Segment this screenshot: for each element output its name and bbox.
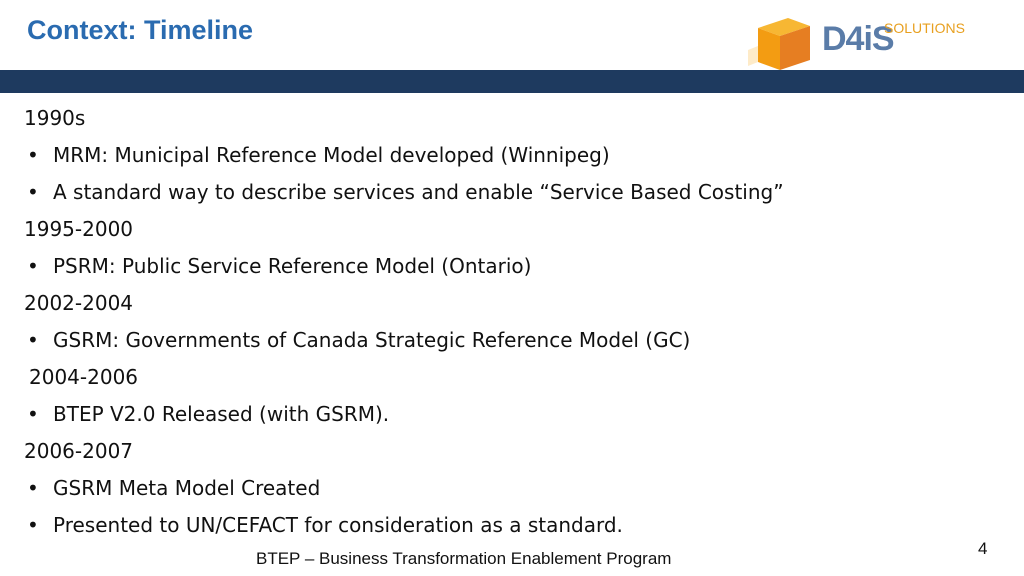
page-number: 4 [978,539,988,558]
footer-text: BTEP – Business Transformation Enablement Program [256,549,672,568]
year-heading: 2002-2004 [24,291,134,315]
year-heading: 1995-2000 [24,217,134,241]
bullet-item: • BTEP V2.0 Released (with GSRM). [24,396,984,433]
bullet-item: • A standard way to describe services and enable “Service Based Costing” [24,174,984,211]
bullet-item: • Presented to UN/CEFACT for consideration as a standard. [24,507,984,544]
bullet-item: • MRM: Municipal Reference Model developed (Winnipeg) [24,137,984,174]
company-logo [748,10,968,72]
year-heading: 2006-2007 [24,439,134,463]
bullet-item: • PSRM: Public Service Reference Model (Ontario) [24,248,984,285]
bullet-item: • GSRM Meta Model Created [24,470,984,507]
bullet-item: • GSRM: Governments of Canada Strategic Reference Model (GC) [24,322,984,359]
logo-subtitle: SOLUTIONS [884,20,965,36]
header-bar [0,70,1024,93]
slide-title: Context: Timeline [27,15,254,45]
timeline-list [24,100,984,544]
year-heading: 1990s [24,106,86,130]
orange-cube-icon [748,10,828,72]
logo-wordmark: D4iS [822,20,894,58]
year-heading: 2004-2006 [29,365,139,389]
